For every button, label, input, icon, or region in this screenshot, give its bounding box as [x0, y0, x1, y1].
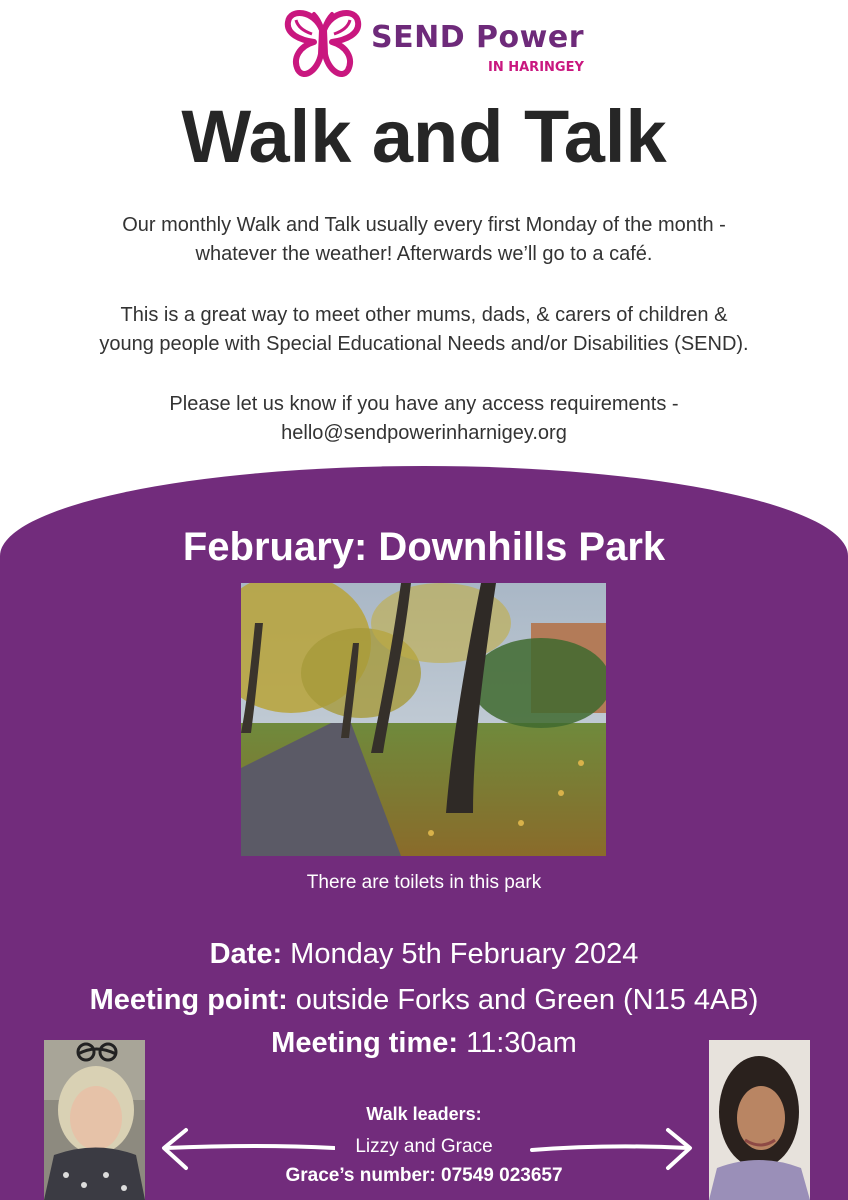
month-heading: February: Downhills Park [182, 525, 666, 569]
intro-line: whatever the weather! Afterwards we’ll go to a café. [195, 243, 653, 265]
butterfly-icon [284, 8, 362, 80]
date-label: Date: [209, 938, 283, 970]
meeting-point-value: outside Forks and Green (N15 4AB) [287, 984, 759, 1016]
meeting-time-label: Meeting time: [271, 1027, 459, 1059]
intro-paragraph-3 [20, 390, 828, 448]
intro-line: Our monthly Walk and Talk usually every first Monday of the month - [122, 214, 726, 236]
walk-leaders-names: Lizzy and Grace [355, 1136, 493, 1157]
date-line [0, 938, 848, 971]
intro-line: Please let us know if you have any access requirements - [169, 393, 679, 415]
meeting-time-value: 11:30am [458, 1027, 577, 1059]
brand-name: SEND Power [371, 20, 585, 55]
intro-paragraph-2 [20, 301, 828, 359]
meeting-point-line [0, 984, 848, 1017]
intro-line: This is a great way to meet other mums, dads, & carers of children & [120, 304, 728, 326]
meeting-point-label: Meeting point: [89, 984, 288, 1016]
photo-caption: There are toilets in this park [306, 872, 542, 893]
contact-phone: Grace’s number: 07549 023657 [285, 1165, 563, 1186]
brand-subtitle: IN HARINGEY [488, 60, 584, 75]
contact-email: hello@sendpowerinharnigey.org [281, 422, 567, 444]
park-photo [241, 583, 606, 856]
logo [284, 8, 585, 82]
intro-paragraph-1 [20, 211, 828, 269]
page-title: Walk and Talk [181, 95, 667, 178]
intro-line: young people with Special Educational Needs and/or Disabilities (SEND). [99, 333, 749, 355]
walk-leaders-title: Walk leaders: [366, 1104, 482, 1124]
date-value: Monday 5th February 2024 [282, 938, 639, 970]
